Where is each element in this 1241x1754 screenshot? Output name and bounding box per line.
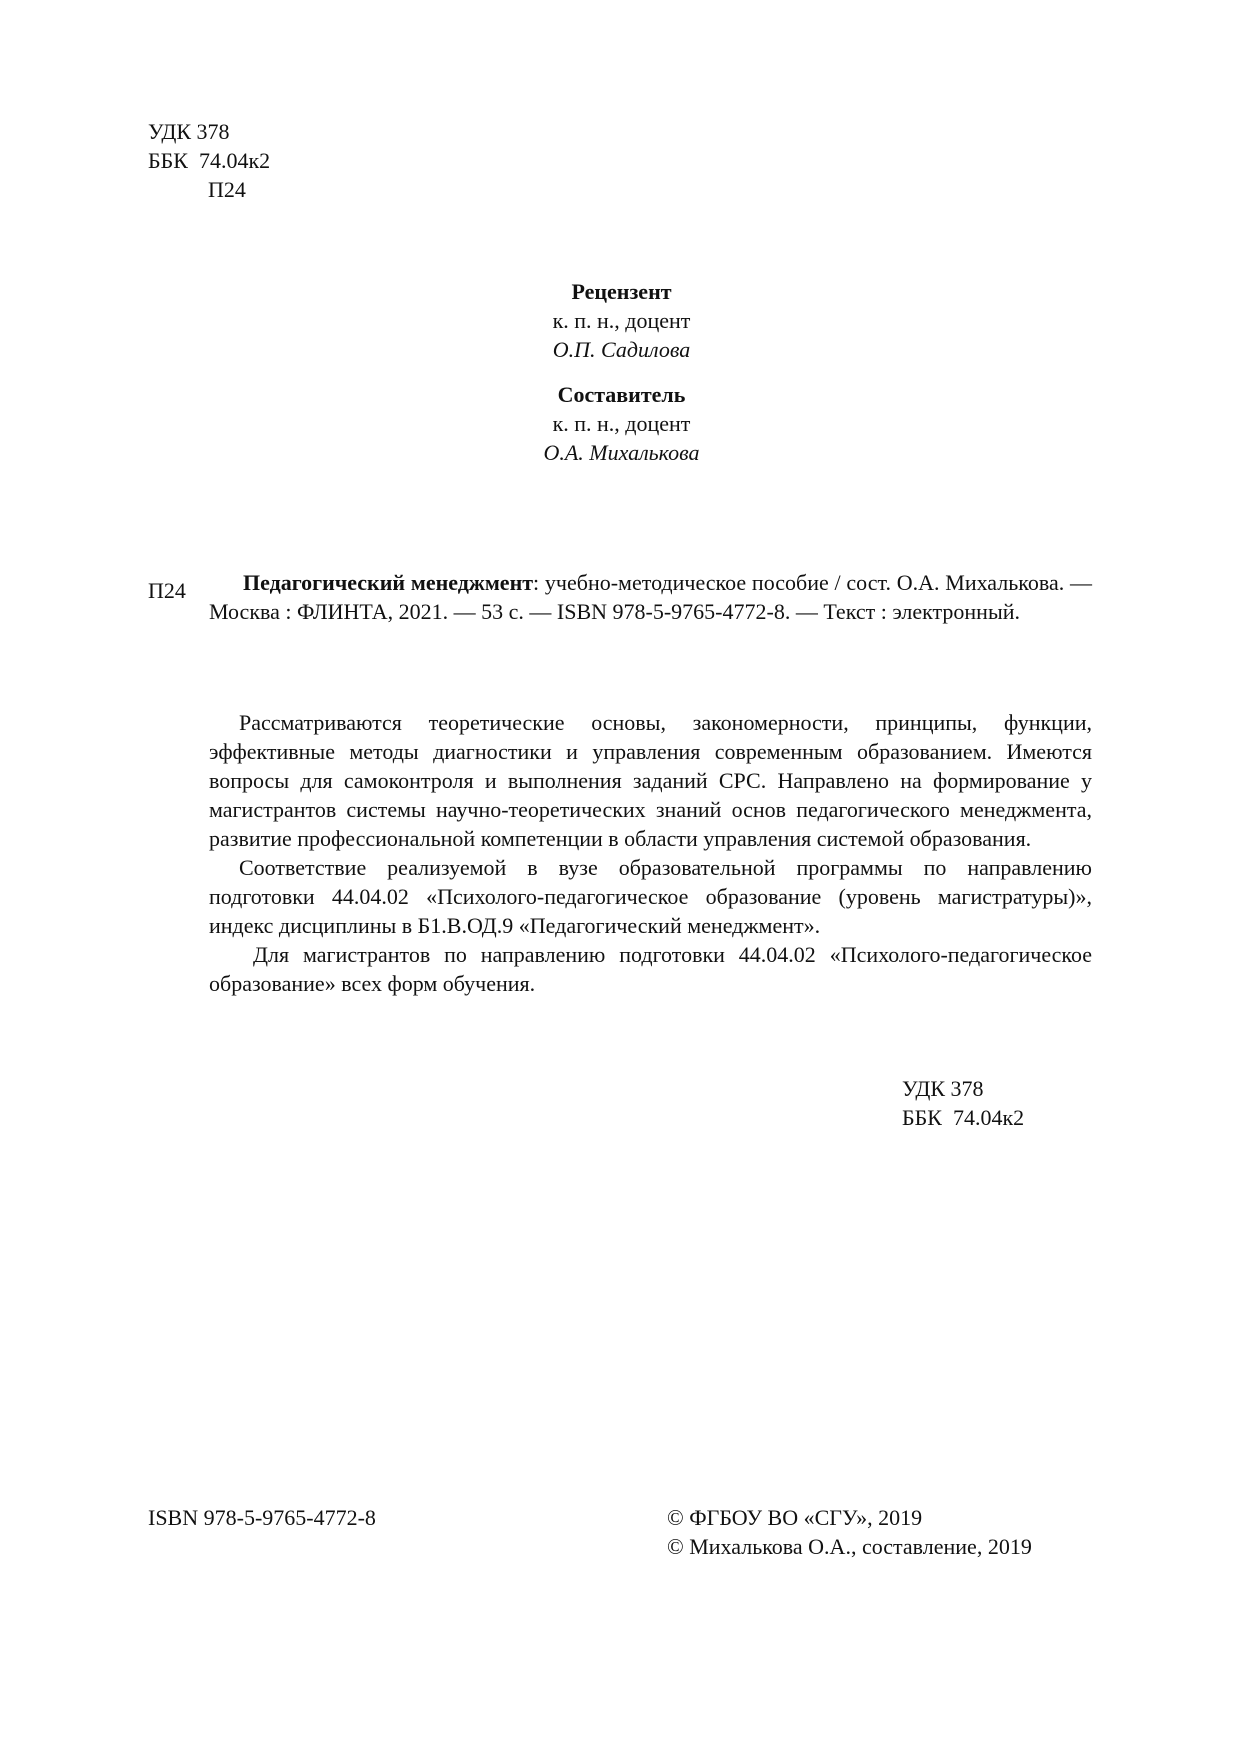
abstract-paragraph: Рассматриваются теоретические основы, закономерности, принципы, функции, эффективные методы диагностики и управления современным образованием. Имеются вопросы для самоконтроля и выполнения заданий СРС. Направлено на формирование у магистрантов системы научно-теоретических знаний основ педагогического менеджмента, развитие профессиональной компетенции в области управления системой образования. [209,710,1092,851]
bbk-code: ББК 74.04к2 [148,148,271,173]
catalog-title: Педагогический менеджмент [243,570,534,595]
abstract [209,708,1092,998]
classification-block-bottom [902,1074,1024,1132]
reviewer-title: к. п. н., доцент [552,308,691,333]
classification-block-top [148,117,270,204]
author-sign: П24 [208,177,246,202]
catalog-description: : учебно-методическое пособие / сост. О.А. Михалькова. — Москва : ФЛИНТА, 2021. — 53 с. — ISBN 978-5-9765-4772-8. — Текст : электронный. [209,570,1092,624]
compiler-heading: Составитель [557,382,686,407]
isbn: ISBN 978-5-9765-4772-8 [148,1505,376,1530]
bbk-code-bottom: ББК 74.04к2 [902,1105,1025,1130]
compiler-name: О.А. Михалькова [543,440,700,465]
compiler-title: к. п. н., доцент [552,411,691,436]
copyright-author: © Михалькова О.А., составление, 2019 [667,1534,1032,1559]
reviewer-heading: Рецензент [571,279,672,304]
catalog-code: П24 [148,578,186,603]
abstract-paragraph: Соответствие реализуемой в вузе образовательной программы по направлению подготовки 44.04.02 «Психолого-педагогическое образование (уровень магистратуры)», индекс дисциплины в Б1.В.ОД.9 «Педагогический менеджмент». [209,855,1092,938]
compiler-group [1,380,1241,467]
udk-code-bottom: УДК 378 [902,1076,984,1101]
credits-block [0,277,1241,467]
copyright-org: © ФГБОУ ВО «СГУ», 2019 [667,1505,923,1530]
udk-code: УДК 378 [148,119,230,144]
reviewer-name: О.П. Садилова [552,337,691,362]
catalog-entry [209,568,1092,626]
abstract-paragraph: Для магистрантов по направлению подготовки 44.04.02 «Психолого-педагогическое образование» всех форм обучения. [209,942,1092,996]
copyright-block [667,1503,1032,1561]
reviewer-group [1,277,1241,364]
